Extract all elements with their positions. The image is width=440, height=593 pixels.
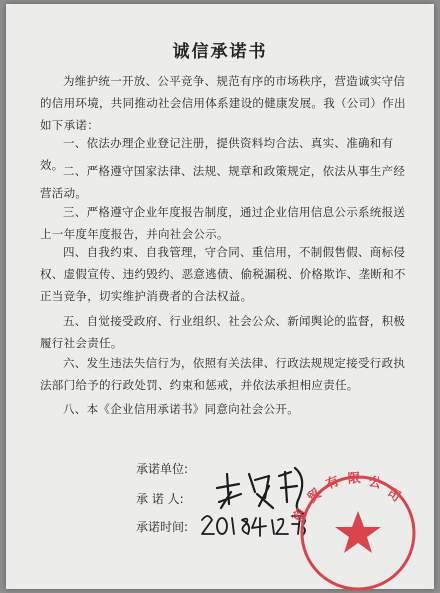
paragraph-intro: 为维护统一开放、公平竞争、规范有序的市场秩序，营造诚实守信的信用环境，共同推动社会信用体系建设的健康发展。我（公司）作出如下承诺： [40, 74, 406, 132]
company-seal [286, 461, 426, 593]
paragraph-5: 五、自觉接受政府、行业组织、社会公众、新闻舆论的监督，积极履行社会责任。 [40, 314, 406, 350]
svg-text:商: 商 [290, 506, 310, 525]
paragraph-2: 二、严格遵守国家法律、法规、规章和政策规定，依法从事生产经营活动。 [40, 164, 406, 200]
paragraph-8: 八、本《企业信用承诺书》同意向社会公开。 [63, 402, 299, 416]
paragraph-4: 四、自我约束、自我管理，守合同、重信用，不制假售假、商标侵权、虚假宣传、违约毁约、恶意逃债、偷税漏税、价格欺诈、垄断和不正当竞争，切实维护消费者的合法权益。 [40, 245, 406, 303]
signing-date-label: 承诺时间: [136, 520, 189, 534]
document-sheet [6, 4, 434, 589]
paragraph-1: 一、依法办理企业登记注册，提供资料均合法、真实、准确和有效。 [40, 136, 394, 172]
paragraph-3: 三、严格遵守企业年度报告制度，通过企业信用信息公示系统报送上一年度年度报告，并向社会公示。 [40, 205, 406, 241]
svg-text:贸: 贸 [304, 486, 325, 507]
paragraph-6: 六、发生违法失信行为，依照有关法律、行政法规规定接受行政执法部门给予的行政处罚、约束和惩戒，并依法承担相应责任。 [40, 356, 406, 392]
svg-text:有: 有 [323, 473, 342, 493]
svg-text:司: 司 [383, 485, 403, 506]
svg-text:限: 限 [347, 471, 362, 487]
svg-text:公: 公 [367, 474, 384, 493]
signing-unit-label: 承诺单位: [136, 462, 189, 476]
document-title: 诚信承诺书 [172, 42, 268, 62]
signing-person-label: 承 诺 人: [136, 492, 184, 506]
